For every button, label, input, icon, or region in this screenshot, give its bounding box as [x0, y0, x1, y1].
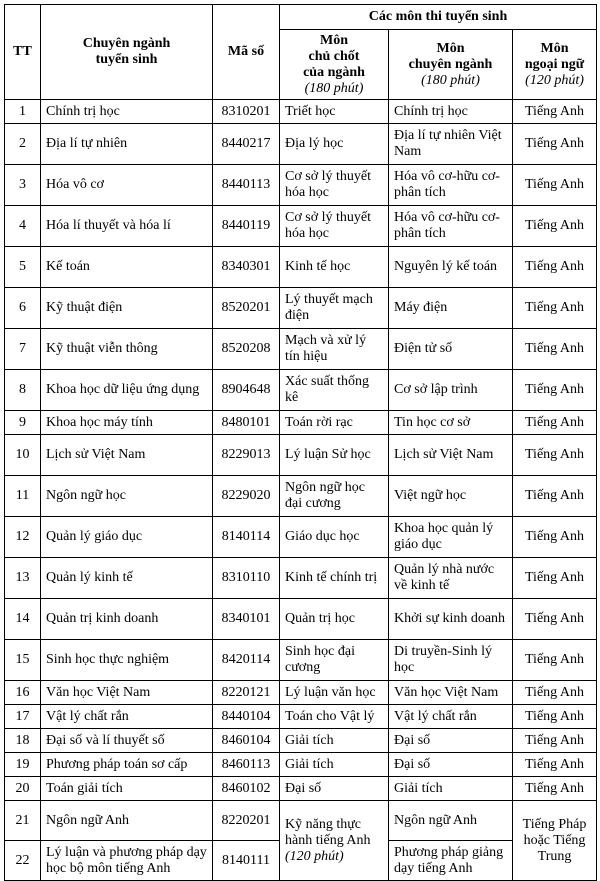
- cell-core-shared-time: (120 phút): [285, 848, 344, 864]
- cell-code: 8310110: [213, 558, 280, 599]
- header-core-line3: của ngành: [303, 64, 365, 80]
- admission-subjects-table: [4, 4, 597, 881]
- header-core-subject: [280, 30, 389, 100]
- cell-tt: 5: [5, 247, 41, 288]
- cell-code: 8229013: [213, 435, 280, 476]
- cell-specialized: Máy điện: [389, 288, 513, 329]
- cell-tt: 7: [5, 329, 41, 370]
- cell-specialized: Đại số: [389, 729, 513, 753]
- cell-code: 8440119: [213, 206, 280, 247]
- header-core-time: (180 phút): [304, 80, 364, 96]
- header-lang-time: (120 phút): [525, 72, 584, 88]
- cell-specialized: Đại số: [389, 753, 513, 777]
- cell-major: Địa lí tự nhiên: [41, 124, 213, 165]
- cell-language: Tiếng Anh: [513, 288, 597, 329]
- cell-language: Tiếng Anh: [513, 247, 597, 288]
- table-row: [5, 640, 597, 681]
- cell-tt: 2: [5, 124, 41, 165]
- cell-major: Lý luận và phương pháp dạy học bộ môn tiếng Anh: [41, 841, 213, 881]
- cell-core-subject: Ngôn ngữ học đại cương: [280, 476, 389, 517]
- cell-specialized: Hóa vô cơ-hữu cơ-phân tích: [389, 206, 513, 247]
- cell-tt: 10: [5, 435, 41, 476]
- cell-code: 8520201: [213, 288, 280, 329]
- cell-tt: 6: [5, 288, 41, 329]
- cell-language-shared: Tiếng Pháp hoặc Tiếng Trung: [513, 801, 597, 881]
- cell-tt: 15: [5, 640, 41, 681]
- cell-specialized: Hóa vô cơ-hữu cơ-phân tích: [389, 165, 513, 206]
- cell-specialized: Phương pháp giảng dạy tiếng Anh: [389, 841, 513, 881]
- cell-major: Hóa lí thuyết và hóa lí: [41, 206, 213, 247]
- cell-specialized: Văn học Việt Nam: [389, 681, 513, 705]
- cell-major: Quản trị kinh doanh: [41, 599, 213, 640]
- cell-major: Kỹ thuật điện: [41, 288, 213, 329]
- cell-specialized: Nguyên lý kế toán: [389, 247, 513, 288]
- cell-core-subject: Triết học: [280, 100, 389, 124]
- header-language-subject: [513, 30, 597, 100]
- cell-core-subject: Toán cho Vật lý: [280, 705, 389, 729]
- cell-code: 8440217: [213, 124, 280, 165]
- cell-code: 8340301: [213, 247, 280, 288]
- cell-major: Ngôn ngữ học: [41, 476, 213, 517]
- cell-tt: 3: [5, 165, 41, 206]
- cell-tt: 22: [5, 841, 41, 881]
- cell-tt: 19: [5, 753, 41, 777]
- cell-tt: 9: [5, 411, 41, 435]
- table-row: [5, 476, 597, 517]
- cell-specialized: Khoa học quản lý giáo dục: [389, 517, 513, 558]
- cell-tt: 18: [5, 729, 41, 753]
- table-row: [5, 517, 597, 558]
- cell-language: Tiếng Anh: [513, 599, 597, 640]
- header-specialized-subject: [389, 30, 513, 100]
- cell-core-subject: Cơ sở lý thuyết hóa học: [280, 206, 389, 247]
- header-spec-line1: Môn: [436, 40, 465, 56]
- cell-language: Tiếng Anh: [513, 411, 597, 435]
- cell-language: Tiếng Anh: [513, 100, 597, 124]
- cell-major: Văn học Việt Nam: [41, 681, 213, 705]
- cell-tt: 12: [5, 517, 41, 558]
- cell-language: Tiếng Anh: [513, 705, 597, 729]
- cell-specialized: Điện tử số: [389, 329, 513, 370]
- table-row: [5, 558, 597, 599]
- cell-major: Kỹ thuật viễn thông: [41, 329, 213, 370]
- cell-tt: 8: [5, 370, 41, 411]
- cell-major: Lịch sử Việt Nam: [41, 435, 213, 476]
- cell-major: Hóa vô cơ: [41, 165, 213, 206]
- table-row: [5, 370, 597, 411]
- cell-tt: 20: [5, 777, 41, 801]
- table-row: [5, 753, 597, 777]
- cell-specialized: Cơ sở lập trình: [389, 370, 513, 411]
- cell-code: 8480101: [213, 411, 280, 435]
- cell-major: Toán giải tích: [41, 777, 213, 801]
- table-row: [5, 599, 597, 640]
- table-row: [5, 329, 597, 370]
- cell-language: Tiếng Anh: [513, 124, 597, 165]
- cell-core-subject: Xác suất thống kê: [280, 370, 389, 411]
- cell-core-subject: Kinh tế chính trị: [280, 558, 389, 599]
- header-major: [41, 5, 213, 100]
- cell-core-shared: [280, 801, 389, 881]
- cell-core-subject: Đại số: [280, 777, 389, 801]
- header-exam-subjects: Các môn thi tuyển sinh: [280, 5, 597, 30]
- cell-major: Khoa học dữ liệu ứng dụng: [41, 370, 213, 411]
- header-lang-line2: ngoại ngữ: [524, 56, 585, 72]
- table-row: [5, 165, 597, 206]
- cell-code: 8460113: [213, 753, 280, 777]
- header-tt: TT: [5, 5, 41, 100]
- cell-tt: 21: [5, 801, 41, 841]
- cell-language: Tiếng Anh: [513, 517, 597, 558]
- cell-language: Tiếng Anh: [513, 370, 597, 411]
- table-row: [5, 705, 597, 729]
- cell-specialized: Chính trị học: [389, 100, 513, 124]
- cell-major: Phương pháp toán sơ cấp: [41, 753, 213, 777]
- cell-specialized: Ngôn ngữ Anh: [389, 801, 513, 841]
- cell-code: 8904648: [213, 370, 280, 411]
- header-core-line1: Môn: [320, 32, 348, 48]
- cell-language: Tiếng Anh: [513, 558, 597, 599]
- cell-core-subject: Kinh tế học: [280, 247, 389, 288]
- cell-core-subject: Giáo dục học: [280, 517, 389, 558]
- cell-major: Ngôn ngữ Anh: [41, 801, 213, 841]
- cell-language: Tiếng Anh: [513, 640, 597, 681]
- cell-core-subject: Mạch và xử lý tín hiệu: [280, 329, 389, 370]
- cell-core-subject: Lý thuyết mạch điện: [280, 288, 389, 329]
- table-row: [5, 777, 597, 801]
- cell-tt: 17: [5, 705, 41, 729]
- cell-code: 8220121: [213, 681, 280, 705]
- cell-major: Kế toán: [41, 247, 213, 288]
- cell-code: 8310201: [213, 100, 280, 124]
- cell-core-subject: Lý luận văn học: [280, 681, 389, 705]
- cell-core-subject: Địa lý học: [280, 124, 389, 165]
- cell-language: Tiếng Anh: [513, 753, 597, 777]
- cell-specialized: Vật lý chất rắn: [389, 705, 513, 729]
- cell-major: Đại số và lí thuyết số: [41, 729, 213, 753]
- cell-language: Tiếng Anh: [513, 681, 597, 705]
- cell-specialized: Giải tích: [389, 777, 513, 801]
- cell-major: Sinh học thực nghiệm: [41, 640, 213, 681]
- cell-code: 8440113: [213, 165, 280, 206]
- cell-language: Tiếng Anh: [513, 206, 597, 247]
- cell-tt: 16: [5, 681, 41, 705]
- cell-tt: 14: [5, 599, 41, 640]
- table-row: [5, 411, 597, 435]
- cell-code: 8340101: [213, 599, 280, 640]
- cell-core-subject: Toán rời rạc: [280, 411, 389, 435]
- cell-tt: 11: [5, 476, 41, 517]
- cell-core-subject: Sinh học đại cương: [280, 640, 389, 681]
- header-spec-time: (180 phút): [421, 72, 480, 88]
- table-row: [5, 100, 597, 124]
- cell-core-subject: Cơ sở lý thuyết hóa học: [280, 165, 389, 206]
- table-row: [5, 435, 597, 476]
- cell-specialized: Lịch sử Việt Nam: [389, 435, 513, 476]
- header-major-line1: Chuyên ngành: [82, 36, 171, 51]
- cell-language: Tiếng Anh: [513, 777, 597, 801]
- cell-code: 8229020: [213, 476, 280, 517]
- cell-major: Khoa học máy tính: [41, 411, 213, 435]
- cell-core-subject: Quản trị học: [280, 599, 389, 640]
- header-code: Mã số: [213, 5, 280, 100]
- table-row: [5, 247, 597, 288]
- cell-specialized: Quản lý nhà nước về kinh tế: [389, 558, 513, 599]
- table-row: [5, 801, 597, 841]
- cell-core-shared-text: Kỹ năng thực hành tiếng Anh: [285, 816, 371, 848]
- cell-code: 8440104: [213, 705, 280, 729]
- table-row: [5, 124, 597, 165]
- header-lang-line1: Môn: [540, 40, 569, 56]
- table-row: [5, 206, 597, 247]
- cell-major: Quản lý giáo dục: [41, 517, 213, 558]
- cell-core-subject: Lý luận Sử học: [280, 435, 389, 476]
- cell-tt: 1: [5, 100, 41, 124]
- cell-language: Tiếng Anh: [513, 729, 597, 753]
- cell-code: 8140111: [213, 841, 280, 881]
- cell-specialized: Khởi sự kinh doanh: [389, 599, 513, 640]
- header-spec-line2: chuyên ngành: [408, 56, 493, 72]
- cell-code: 8460104: [213, 729, 280, 753]
- cell-core-subject: Giải tích: [280, 753, 389, 777]
- table-row: [5, 729, 597, 753]
- cell-tt: 13: [5, 558, 41, 599]
- cell-code: 8140114: [213, 517, 280, 558]
- cell-language: Tiếng Anh: [513, 329, 597, 370]
- cell-specialized: Việt ngữ học: [389, 476, 513, 517]
- cell-language: Tiếng Anh: [513, 165, 597, 206]
- cell-language: Tiếng Anh: [513, 435, 597, 476]
- header-core-line2: chủ chốt: [308, 48, 360, 64]
- cell-specialized: Di truyền-Sinh lý học: [389, 640, 513, 681]
- table-row: [5, 288, 597, 329]
- cell-major: Vật lý chất rắn: [41, 705, 213, 729]
- header-major-line2: tuyển sinh: [95, 52, 158, 67]
- cell-major: Chính trị học: [41, 100, 213, 124]
- cell-major: Quản lý kinh tế: [41, 558, 213, 599]
- cell-code: 8460102: [213, 777, 280, 801]
- cell-code: 8520208: [213, 329, 280, 370]
- cell-code: 8220201: [213, 801, 280, 841]
- cell-specialized: Tin học cơ sở: [389, 411, 513, 435]
- table-row: [5, 681, 597, 705]
- cell-tt: 4: [5, 206, 41, 247]
- cell-language: Tiếng Anh: [513, 476, 597, 517]
- cell-specialized: Địa lí tự nhiên Việt Nam: [389, 124, 513, 165]
- cell-code: 8420114: [213, 640, 280, 681]
- cell-core-subject: Giải tích: [280, 729, 389, 753]
